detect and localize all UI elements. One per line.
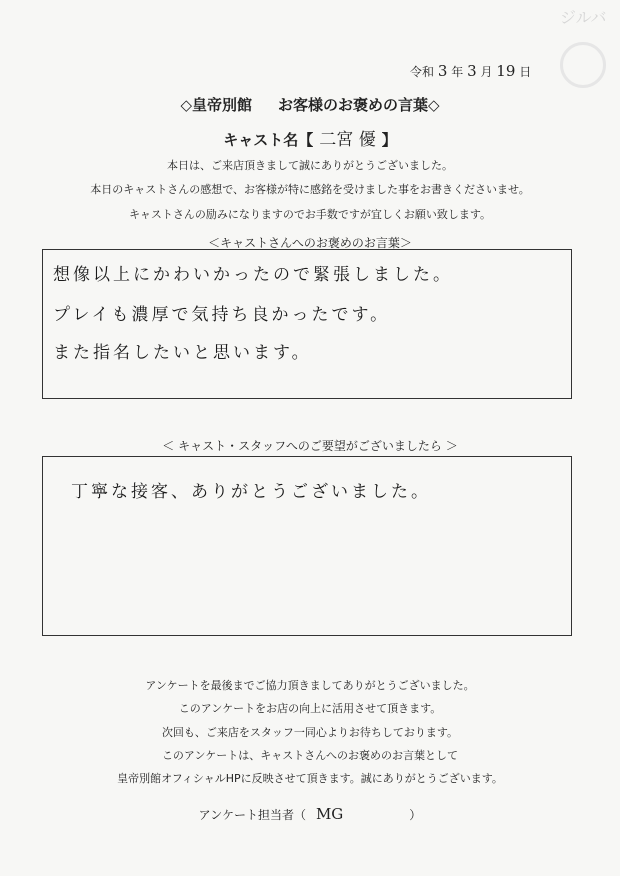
praise-heading: ＜キャストさんへのお褒めのお言葉＞	[208, 236, 412, 250]
request-box	[42, 456, 572, 636]
date-day-unit: 日	[519, 65, 532, 79]
praise-line-1: 想像以上にかわいかったので緊張しました。	[53, 265, 453, 285]
survey-staff-row	[0, 805, 620, 823]
staff-close: ）	[409, 808, 422, 822]
outro-line-5: 皇帝別館オフィシャルHPに反映させて頂きます。誠にありがとうございます。	[117, 772, 503, 785]
intro-line-3: キャストさんの励みになりますのでお手数ですが宜しくお願い致します。	[128, 208, 492, 221]
staff-label: アンケート担当者（	[198, 808, 306, 822]
date-month: 3	[467, 62, 477, 80]
praise-box	[42, 249, 572, 399]
form-date	[410, 62, 531, 80]
cast-name-close: 】	[381, 131, 397, 149]
cast-name-row	[0, 125, 620, 150]
corner-ghost-text: ジルバ	[560, 8, 607, 27]
date-year-unit: 年	[451, 65, 464, 79]
store-name: ◇皇帝別館	[180, 96, 252, 114]
form-title: お客様のお褒めの言葉◇	[278, 96, 440, 114]
outro-line-4: このアンケートは、キャストさんへのお褒めのお言葉として	[161, 749, 459, 762]
date-month-unit: 月	[480, 65, 493, 79]
date-era: 令和	[410, 65, 435, 79]
praise-line-2: プレイも濃厚で気持ち良かったです。	[53, 305, 391, 325]
intro-line-1: 本日は、ご来店頂きまして誠にありがとうございました。	[167, 159, 453, 172]
cast-name-label: キャスト名【	[223, 131, 314, 149]
outro-line-3: 次回も、ご来店をスタッフ一同心よりお待ちしております。	[161, 726, 459, 739]
request-line-1: 丁寧な接客、ありがとうございました。	[71, 482, 431, 502]
request-heading: ＜ キャスト・スタッフへのご要望がございましたら ＞	[162, 439, 458, 453]
date-year: 3	[437, 62, 448, 80]
page-title	[0, 94, 620, 115]
outro-line-2: このアンケートをお店の向上に活用させて頂きます。	[178, 702, 442, 715]
praise-line-3: また指名したいと思います。	[53, 343, 312, 363]
cast-name-value: 二宮 優	[319, 130, 376, 150]
staff-name: MG	[315, 805, 344, 823]
intro-line-2: 本日のキャストさんの感想で、お客様が特に感銘を受けました事をお書きくださいませ。	[90, 183, 530, 196]
faint-stamp-mark	[560, 42, 606, 88]
outro-line-1: アンケートを最後までご協力頂きましてありがとうございました。	[145, 679, 475, 692]
date-day: 19	[496, 62, 516, 80]
